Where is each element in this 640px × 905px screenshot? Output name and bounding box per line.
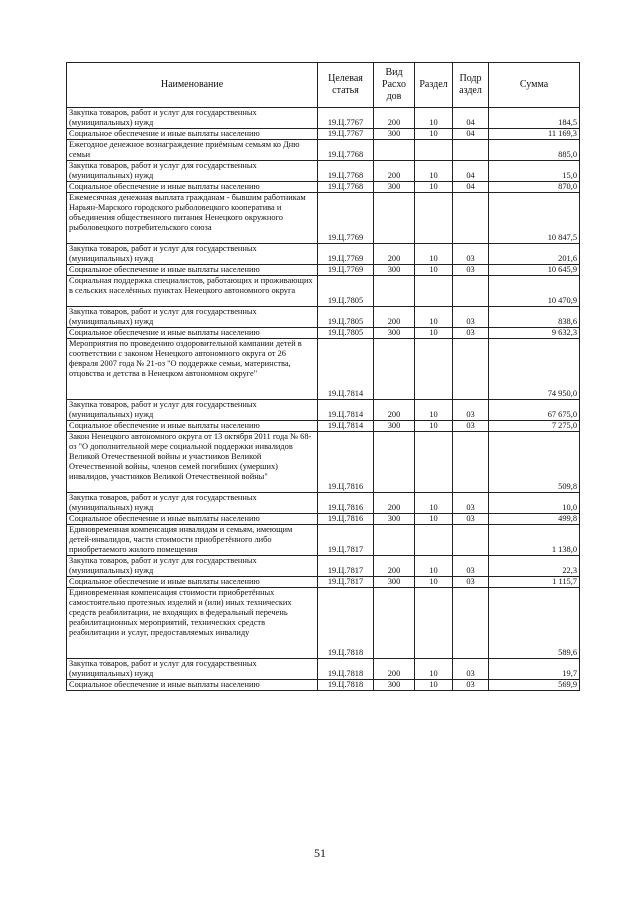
row-section: 10 — [415, 659, 453, 680]
row-article: 19.Ц.7768 — [318, 161, 374, 182]
row-type — [374, 432, 415, 493]
row-section — [415, 525, 453, 556]
row-subsection — [453, 276, 489, 307]
row-type — [374, 193, 415, 244]
row-section — [415, 432, 453, 493]
row-subsection — [453, 140, 489, 161]
table-body — [67, 108, 580, 691]
row-amount: 885,0 — [489, 140, 580, 161]
table-row — [67, 588, 580, 659]
table-row — [67, 182, 580, 193]
table-row — [67, 525, 580, 556]
row-type: 300 — [374, 577, 415, 588]
row-subsection — [453, 588, 489, 659]
row-subsection: 03 — [453, 680, 489, 691]
row-article: 19.Ц.7816 — [318, 432, 374, 493]
row-name: Социальное обеспечение и иные выплаты населению — [67, 577, 318, 588]
table-row — [67, 556, 580, 577]
table-row — [67, 339, 580, 400]
row-section: 10 — [415, 680, 453, 691]
table-row — [67, 307, 580, 328]
row-section: 10 — [415, 182, 453, 193]
row-subsection — [453, 525, 489, 556]
row-type: 200 — [374, 659, 415, 680]
row-type: 200 — [374, 493, 415, 514]
row-section — [415, 339, 453, 400]
table-row — [67, 276, 580, 307]
row-section — [415, 140, 453, 161]
table-row — [67, 514, 580, 525]
row-subsection: 03 — [453, 265, 489, 276]
row-name: Социальное обеспечение и иные выплаты населению — [67, 129, 318, 140]
header-article: Целевая статья — [318, 63, 374, 108]
table-row — [67, 129, 580, 140]
row-amount: 509,8 — [489, 432, 580, 493]
header-name: Наименование — [67, 63, 318, 108]
row-subsection — [453, 339, 489, 400]
row-section: 10 — [415, 265, 453, 276]
row-type: 200 — [374, 244, 415, 265]
row-article: 19.Ц.7767 — [318, 108, 374, 129]
row-subsection: 03 — [453, 400, 489, 421]
row-amount: 15,0 — [489, 161, 580, 182]
row-type — [374, 588, 415, 659]
row-name: Социальное обеспечение и иные выплаты населению — [67, 421, 318, 432]
row-amount: 19,7 — [489, 659, 580, 680]
row-amount: 10 645,9 — [489, 265, 580, 276]
row-type: 200 — [374, 400, 415, 421]
row-subsection: 03 — [453, 514, 489, 525]
row-type: 300 — [374, 514, 415, 525]
row-article: 19.Ц.7814 — [318, 339, 374, 400]
row-amount: 22,3 — [489, 556, 580, 577]
row-name: Закон Ненецкого автономного округа от 13 октября 2011 года № 68-оз "О дополнительной мере социальной поддержки инвалидов Великой Отечественной войны и участников Великой Отечественной войны, членов семей погибших (умерших) инвалидов, участников Великой Отечественной войны" — [67, 432, 318, 493]
row-amount: 201,6 — [489, 244, 580, 265]
row-name: Социальное обеспечение и иные выплаты населению — [67, 680, 318, 691]
row-article: 19.Ц.7768 — [318, 182, 374, 193]
row-section: 10 — [415, 108, 453, 129]
table-row — [67, 432, 580, 493]
row-subsection: 03 — [453, 493, 489, 514]
row-section: 10 — [415, 244, 453, 265]
row-section: 10 — [415, 556, 453, 577]
row-article: 19.Ц.7818 — [318, 659, 374, 680]
row-section: 10 — [415, 514, 453, 525]
row-subsection: 03 — [453, 307, 489, 328]
row-subsection: 03 — [453, 659, 489, 680]
row-name: Социальное обеспечение и иные выплаты населению — [67, 328, 318, 339]
row-name: Закупка товаров, работ и услуг для государственных (муниципальных) нужд — [67, 493, 318, 514]
row-type — [374, 339, 415, 400]
header-row — [67, 63, 580, 108]
row-article: 19.Ц.7818 — [318, 680, 374, 691]
row-amount: 589,6 — [489, 588, 580, 659]
row-article: 19.Ц.7805 — [318, 307, 374, 328]
row-amount: 184,5 — [489, 108, 580, 129]
row-article: 19.Ц.7817 — [318, 525, 374, 556]
row-name: Закупка товаров, работ и услуг для государственных (муниципальных) нужд — [67, 556, 318, 577]
header-section: Раздел — [415, 63, 453, 108]
row-article: 19.Ц.7767 — [318, 129, 374, 140]
row-section: 10 — [415, 493, 453, 514]
row-section — [415, 276, 453, 307]
row-subsection: 04 — [453, 129, 489, 140]
row-type: 300 — [374, 328, 415, 339]
row-name: Социальная поддержка специалистов, работающих и проживающих в сельских населённых пунктах Ненецкого автономного округа — [67, 276, 318, 307]
row-subsection: 03 — [453, 244, 489, 265]
row-article: 19.Ц.7816 — [318, 493, 374, 514]
table-row — [67, 161, 580, 182]
row-article: 19.Ц.7817 — [318, 577, 374, 588]
row-type — [374, 525, 415, 556]
header-type: Вид Расхо дов — [374, 63, 415, 108]
row-subsection — [453, 193, 489, 244]
row-name: Закупка товаров, работ и услуг для государственных (муниципальных) нужд — [67, 244, 318, 265]
table-row — [67, 193, 580, 244]
row-type: 300 — [374, 182, 415, 193]
row-amount: 1 115,7 — [489, 577, 580, 588]
row-name: Ежегодное денежное вознаграждение приёмным семьям ко Дню семьи — [67, 140, 318, 161]
row-article: 19.Ц.7818 — [318, 588, 374, 659]
row-section: 10 — [415, 328, 453, 339]
row-type: 200 — [374, 556, 415, 577]
row-section: 10 — [415, 421, 453, 432]
row-amount: 1 138,0 — [489, 525, 580, 556]
row-subsection: 04 — [453, 108, 489, 129]
row-subsection: 03 — [453, 421, 489, 432]
table-row — [67, 659, 580, 680]
table-row — [67, 108, 580, 129]
table-row — [67, 244, 580, 265]
row-name: Закупка товаров, работ и услуг для государственных (муниципальных) нужд — [67, 307, 318, 328]
row-type: 200 — [374, 108, 415, 129]
row-section: 10 — [415, 577, 453, 588]
row-section: 10 — [415, 400, 453, 421]
row-amount: 499,8 — [489, 514, 580, 525]
row-amount: 67 675,0 — [489, 400, 580, 421]
row-article: 19.Ц.7814 — [318, 421, 374, 432]
row-subsection: 04 — [453, 182, 489, 193]
row-amount: 74 950,0 — [489, 339, 580, 400]
row-type — [374, 276, 415, 307]
row-amount: 10 847,5 — [489, 193, 580, 244]
row-amount: 569,9 — [489, 680, 580, 691]
row-article: 19.Ц.7805 — [318, 328, 374, 339]
row-name: Закупка товаров, работ и услуг для государственных (муниципальных) нужд — [67, 161, 318, 182]
row-subsection: 03 — [453, 577, 489, 588]
table-row — [67, 493, 580, 514]
table-row — [67, 421, 580, 432]
row-section — [415, 588, 453, 659]
table-row — [67, 577, 580, 588]
row-amount: 10,0 — [489, 493, 580, 514]
table-row — [67, 680, 580, 691]
row-article: 19.Ц.7768 — [318, 140, 374, 161]
budget-table — [66, 62, 580, 691]
row-name: Единовременная компенсация инвалидам и семьям, имеющим детей-инвалидов, части стоимости приобретённого либо приобретаемого жилого помещения — [67, 525, 318, 556]
row-amount: 7 275,0 — [489, 421, 580, 432]
row-subsection — [453, 432, 489, 493]
row-type: 300 — [374, 265, 415, 276]
row-article: 19.Ц.7817 — [318, 556, 374, 577]
row-article: 19.Ц.7769 — [318, 265, 374, 276]
row-amount: 10 470,9 — [489, 276, 580, 307]
row-type — [374, 140, 415, 161]
header-subsection: Подр аздел — [453, 63, 489, 108]
row-section — [415, 193, 453, 244]
row-article: 19.Ц.7769 — [318, 193, 374, 244]
row-amount: 838,6 — [489, 307, 580, 328]
row-article: 19.Ц.7814 — [318, 400, 374, 421]
row-type: 300 — [374, 421, 415, 432]
row-amount: 9 632,3 — [489, 328, 580, 339]
table-row — [67, 400, 580, 421]
row-type: 200 — [374, 161, 415, 182]
row-name: Единовременная компенсация стоимости приобретённых самостоятельно протезных изделий и (или) иных технических средств реабилитации, не входящих в федеральный перечень реабилитационных мероприятий, технических средств реабилитации и услуг, предоставляемых инвалиду — [67, 588, 318, 659]
row-name: Ежемесячная денежная выплата гражданам - бывшим работникам Нарьян-Марского городского рыболовецкого кооператива и объединения общественного питания Ненецкого окружного рыболовецкого потребительского союза — [67, 193, 318, 244]
row-type: 300 — [374, 129, 415, 140]
row-name: Закупка товаров, работ и услуг для государственных (муниципальных) нужд — [67, 659, 318, 680]
row-subsection: 04 — [453, 161, 489, 182]
row-type: 300 — [374, 680, 415, 691]
row-name: Закупка товаров, работ и услуг для государственных (муниципальных) нужд — [67, 108, 318, 129]
row-amount: 11 169,3 — [489, 129, 580, 140]
row-section: 10 — [415, 307, 453, 328]
row-section: 10 — [415, 161, 453, 182]
table-row — [67, 265, 580, 276]
table-row — [67, 328, 580, 339]
page-number: 51 — [314, 846, 326, 860]
row-section: 10 — [415, 129, 453, 140]
row-name: Социальное обеспечение и иные выплаты населению — [67, 514, 318, 525]
row-name: Социальное обеспечение и иные выплаты населению — [67, 265, 318, 276]
row-subsection: 03 — [453, 556, 489, 577]
header-amount: Сумма — [489, 63, 580, 108]
row-type: 200 — [374, 307, 415, 328]
row-name: Мероприятия по проведению оздоровительной кампании детей в соответствии с законом Ненецкого автономного округа от 26 февраля 2007 года № 21-оз "О поддержке семьи, материнства, отцовства и детства в Ненецком автономном округе" — [67, 339, 318, 400]
table-row — [67, 140, 580, 161]
row-name: Социальное обеспечение и иные выплаты населению — [67, 182, 318, 193]
row-subsection: 03 — [453, 328, 489, 339]
row-article: 19.Ц.7769 — [318, 244, 374, 265]
row-article: 19.Ц.7805 — [318, 276, 374, 307]
row-name: Закупка товаров, работ и услуг для государственных (муниципальных) нужд — [67, 400, 318, 421]
row-article: 19.Ц.7816 — [318, 514, 374, 525]
row-amount: 870,0 — [489, 182, 580, 193]
